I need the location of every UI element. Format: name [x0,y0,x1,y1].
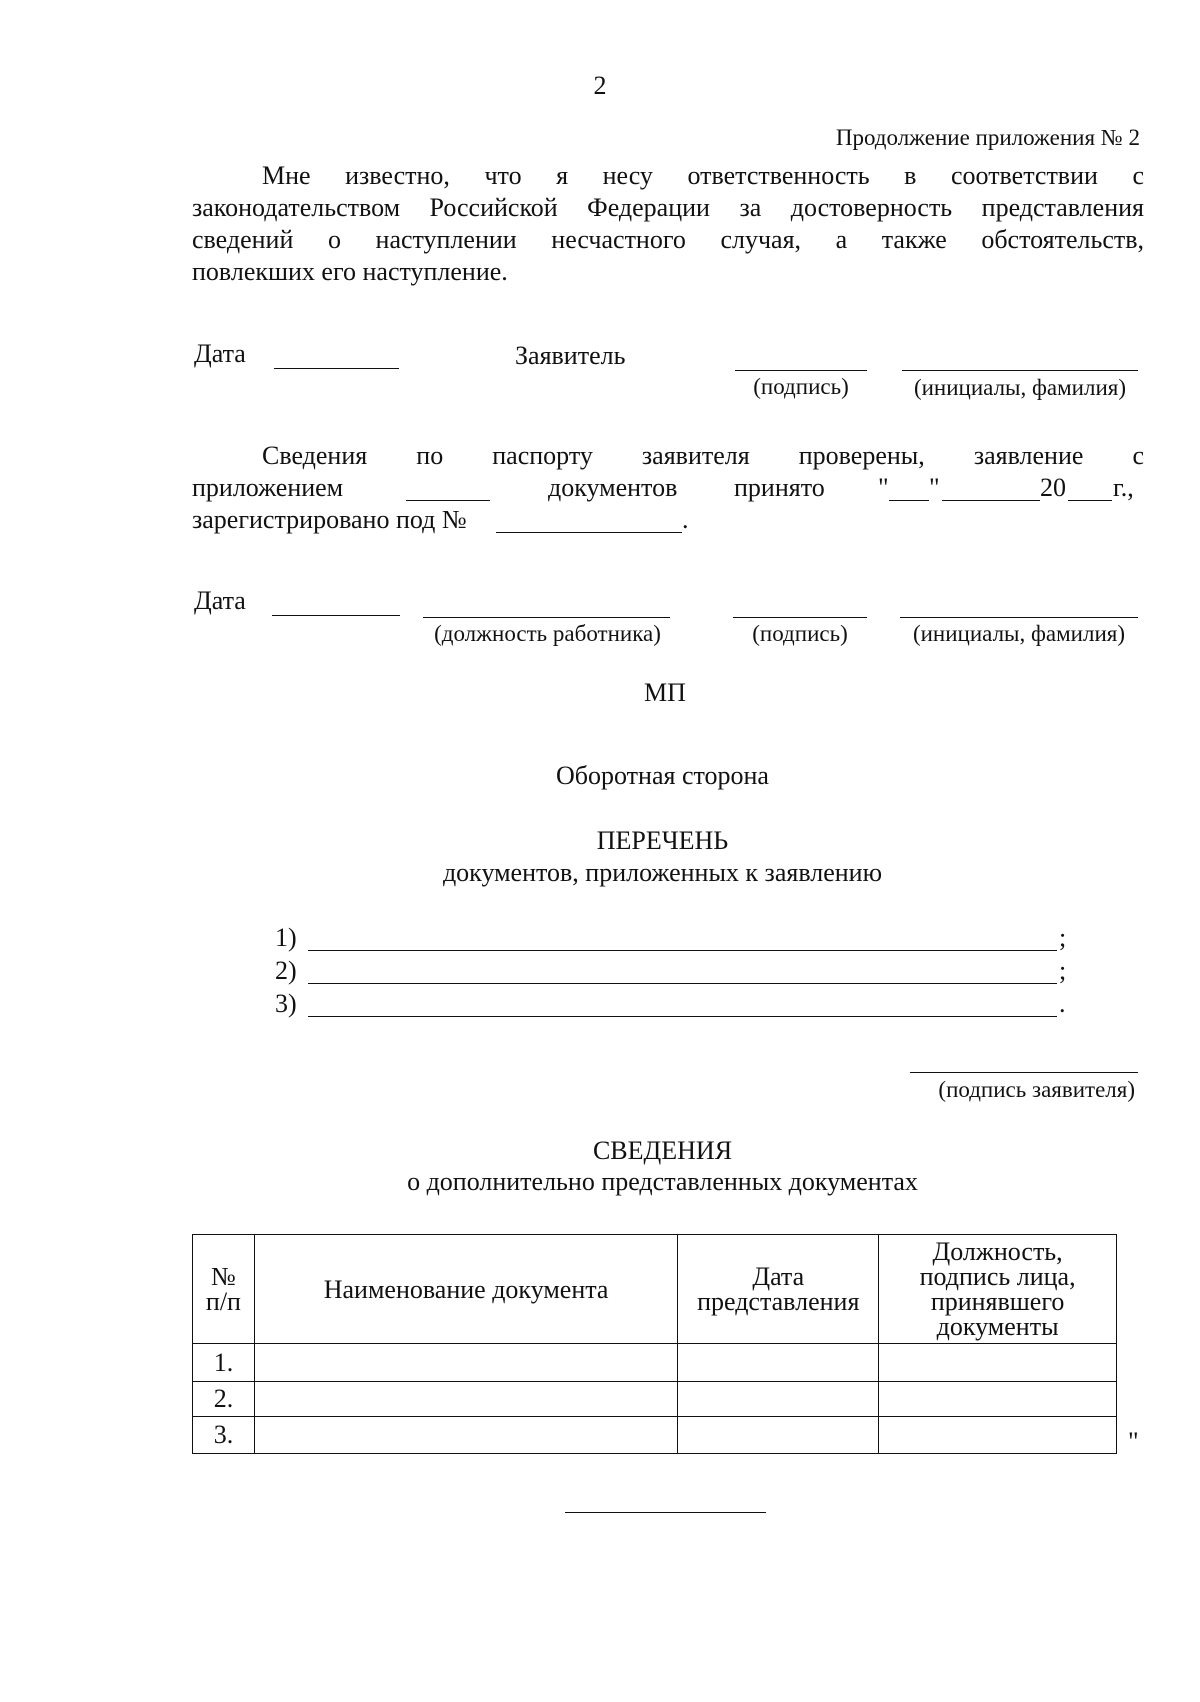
header-position [879,1235,1117,1344]
closing-quote: " [1128,1427,1139,1456]
employee-signature-field[interactable] [733,617,867,618]
applicant-signature-caption: (подпись заявителя) [938,1077,1135,1102]
row-number: 1. [193,1344,255,1382]
registration-number-field[interactable] [496,532,682,533]
row-number: 3. [193,1417,255,1454]
reverse-side-title: Оборотная сторона [556,761,769,790]
row-document-name-cell[interactable] [254,1344,677,1382]
header-date-line: представления [697,1287,860,1316]
bottom-separator [565,1512,766,1513]
row-number: 2. [193,1382,255,1417]
position-caption: (должность работника) [434,621,661,646]
registered-label: зарегистрировано под № [192,505,467,534]
row-date-cell[interactable] [678,1382,879,1417]
list-item-number: 3) [275,989,297,1018]
month-field[interactable] [942,500,1040,501]
table-header-row [193,1235,1117,1344]
employee-position-field[interactable] [423,617,670,618]
list-subtitle: документов, приложенных к заявлению [442,858,883,887]
header-number-line: № [211,1262,236,1291]
table-row [193,1382,1117,1417]
appendix-continuation-header: Продолжение приложения № 2 [835,125,1140,150]
list-item-end: ; [1059,923,1067,952]
signature-caption: (подпись) [753,374,849,399]
list-item-end: ; [1059,956,1067,985]
year-field[interactable] [1068,500,1112,501]
documents-label: документов [548,473,678,502]
name-caption: (инициалы, фамилия) [913,375,1127,400]
header-position-line: Должность, [932,1237,1063,1266]
row-date-cell[interactable] [678,1344,879,1382]
applicant-label: Заявитель [515,341,626,370]
date-label-2: Дата [194,586,246,615]
registered-end: . [682,505,689,534]
list-title: ПЕРЕЧЕНЬ [596,826,729,855]
date-field-2[interactable] [272,615,400,616]
applicant-signature-field[interactable] [735,370,867,371]
header-position-line: подпись лица, [919,1262,1076,1291]
header-document-name: Наименование документа [254,1235,677,1344]
row-document-name-cell[interactable] [254,1382,677,1417]
page-number: 2 [593,71,607,100]
additional-documents-table [192,1234,1117,1454]
date-field[interactable] [274,368,399,369]
list-item-field[interactable] [308,950,1057,951]
employee-name-field[interactable] [900,617,1138,618]
table-row [193,1417,1117,1454]
row-position-cell[interactable] [879,1417,1117,1454]
list-item-number: 2) [275,956,297,985]
list-item-number: 1) [275,923,297,952]
table-row [193,1344,1117,1382]
list-item-end: . [1059,989,1066,1018]
year-prefix: 20 [1040,473,1066,502]
verification-line-1: Сведения по паспорту заявителя проверены, заявление с [262,441,1144,470]
row-document-name-cell[interactable] [254,1417,677,1454]
info-subtitle: о дополнительно представленных документах [407,1167,918,1196]
quote-open: " [878,473,889,502]
row-position-cell[interactable] [879,1344,1117,1382]
accepted-label: принято [734,473,825,502]
statement-line-3: сведений о наступлении несчастного случая, а также обстоятельств, [192,225,1144,254]
header-position-line: документы [936,1312,1059,1341]
header-date-line: Дата [752,1262,805,1291]
signature-caption-2: (подпись) [752,621,848,646]
header-position-line: принявшего [930,1287,1065,1316]
row-position-cell[interactable] [879,1382,1117,1417]
list-item-field[interactable] [308,983,1057,984]
quote-close: " [929,473,940,502]
stamp-placeholder: МП [644,678,686,707]
header-number [193,1235,255,1344]
row-date-cell[interactable] [678,1417,879,1454]
attachments-count-field[interactable] [406,500,490,501]
attachments-label: приложением [192,473,344,502]
header-number-line: п/п [205,1287,241,1316]
statement-line-2: законодательством Российской Федерации за достоверность представления [192,193,1144,222]
year-suffix: г., [1113,473,1134,502]
date-label: Дата [194,339,246,368]
header-date [678,1235,879,1344]
statement-line-1: Мне известно, что я несу ответственность в соответствии с [262,161,1144,190]
applicant-signature-field-2[interactable] [910,1072,1138,1073]
info-title: СВЕДЕНИЯ [592,1136,733,1165]
list-item-field[interactable] [308,1016,1057,1017]
statement-line-4: повлекших его наступление. [192,257,508,286]
name-caption-2: (инициалы, фамилия) [912,621,1126,646]
applicant-name-field[interactable] [902,370,1138,371]
day-field[interactable] [889,500,929,501]
